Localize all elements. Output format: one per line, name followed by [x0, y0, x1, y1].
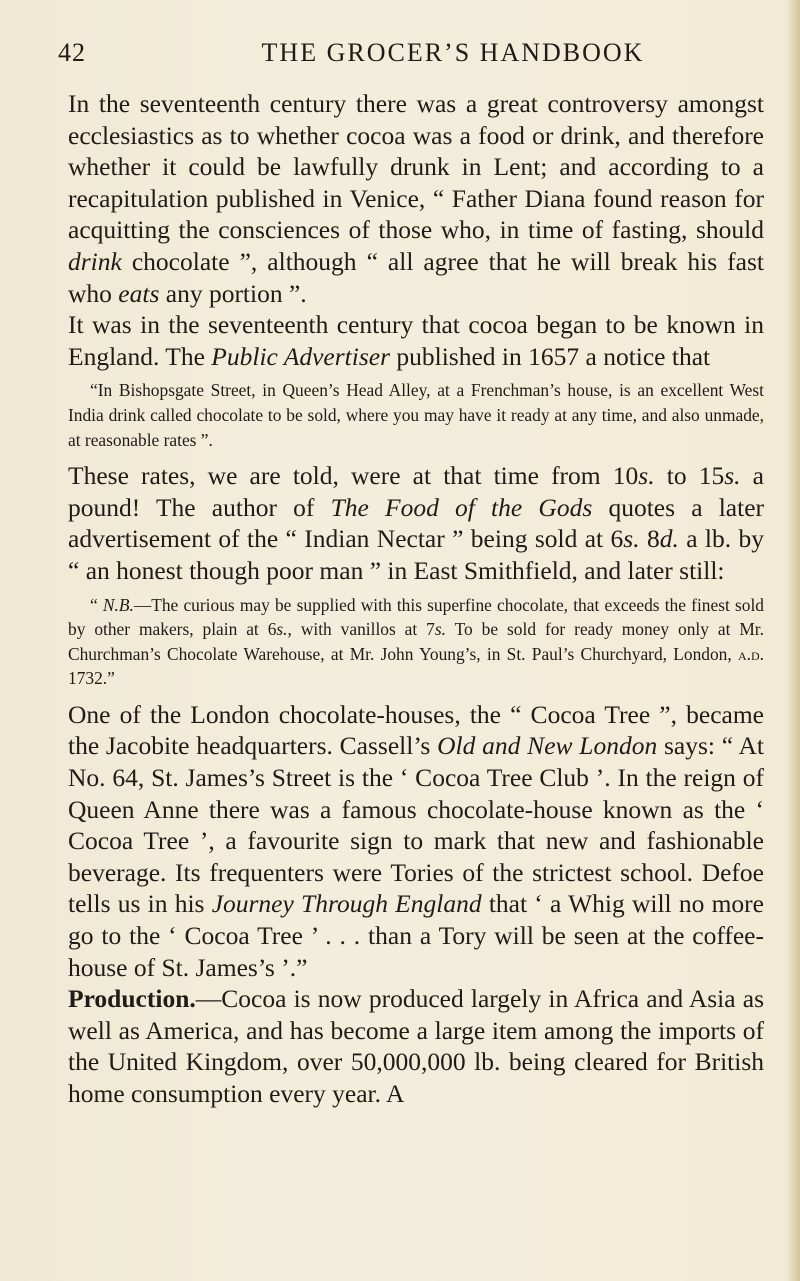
page-number: 42	[58, 38, 86, 67]
quotation-churchman-advertisement: “ N.B.—The curious may be supplied with this superfine chocolate, that exceeds the finest sold by other makers, plain at 6s., with vanillos at 7s. To be sold for ready money only at Mr. Churchman’s Chocolate Warehouse, at Mr. John Young’s, in St. Paul’s Churchyard, London, a.d. 1732.”	[68, 594, 764, 689]
paragraph-production: Production.—Cocoa is now produced largely in Africa and Asia as well as America, and has become a large item among the imports of the United Kingdom, over 50,000,000 lb. being cleared for British home consumption every year. A	[68, 984, 764, 1108]
page-header	[58, 38, 758, 78]
page-edge-shadow	[786, 0, 800, 1281]
body-text	[68, 88, 764, 1110]
paragraph-cocoa-england: It was in the seventeenth century that cocoa began to be known in England. The Public Advertiser published in 1657 a notice that	[68, 310, 764, 371]
quotation-bishopsgate-notice: “In Bishopsgate Street, in Queen’s Head Alley, at a Frenchman’s house, is an excellent West India drink called chocolate to be sold, where you may have it ready at any time, and also unmade, at reasonable rates ”.	[68, 380, 764, 450]
paragraph-cocoa-controversy: In the seventeenth century there was a great controversy amongst ecclesiastics as to whether cocoa was a food or drink, and therefore whether it could be lawfully drunk in Lent; and according to a recapitulation published in Venice, “ Father Diana found reason for acquitting the consciences of those who, in time of fasting, should drink chocolate ”, although “ all agree that he will break his fast who eats any portion ”.	[68, 89, 764, 308]
paragraph-cocoa-tree: One of the London chocolate-houses, the “ Cocoa Tree ”, became the Jacobite headquarters. Cassell’s Old and New London says: “ At No. 64, St. James’s Street is the ‘ Cocoa Tree Club ’. In the reign of Queen Anne there was a famous chocolate-house known as the ‘ Cocoa Tree ’, a favourite sign to mark that new and fashionable beverage. Its frequenters were Tories of the strictest school. Defoe tells us in his Journey Through England that ‘ a Whig will no more go to the ‘ Cocoa Tree ’ . . . than a Tory will be seen at the coffee-house of St. James’s ’.”	[68, 699, 764, 982]
paragraph-cocoa-rates: These rates, we are told, were at that time from 10s. to 15s. a pound! The author of The Food of the Gods quotes a later advertisement of the “ Indian Nectar ” being sold at 6s. 8d. a lb. by “ an honest though poor man ” in East Smithfield, and later still:	[68, 461, 765, 585]
section-heading-production: Production.	[68, 984, 196, 1014]
running-head: THE GROCER’S HANDBOOK	[261, 38, 645, 67]
